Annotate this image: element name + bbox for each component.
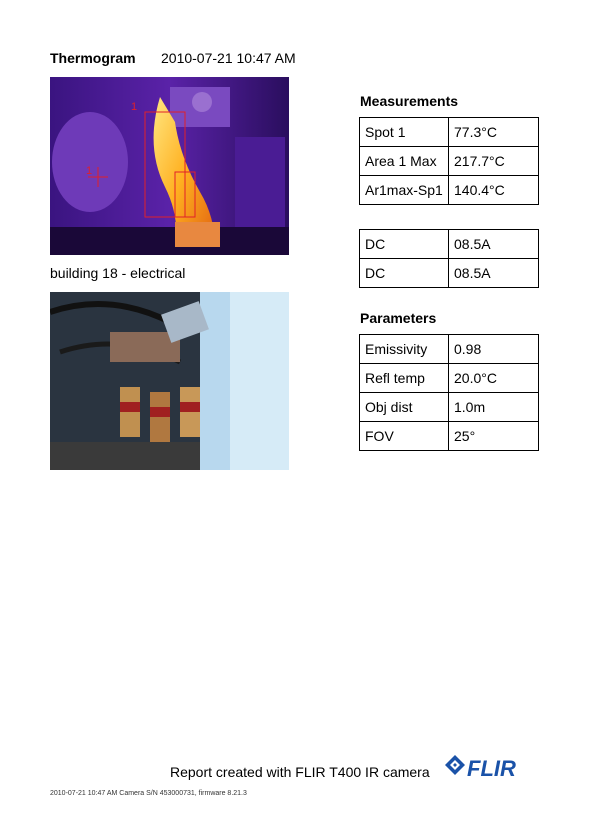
parameters-table <box>359 334 539 451</box>
measurement-value: 77.3°C <box>449 118 539 147</box>
table-row <box>360 259 539 288</box>
visual-photo <box>50 292 289 470</box>
table-row <box>360 364 539 393</box>
measurement-value: 140.4°C <box>449 176 539 205</box>
parameter-label: Obj dist <box>360 393 449 422</box>
table-row <box>360 393 539 422</box>
report-footer-text: Report created with FLIR T400 IR camera <box>170 764 430 780</box>
parameter-label: Emissivity <box>360 335 449 364</box>
measurements-title: Measurements <box>360 93 459 109</box>
flir-logo-text: FLIR <box>467 756 516 781</box>
table-row <box>360 147 539 176</box>
measurements-table <box>359 117 539 205</box>
measurement-label: Area 1 Max <box>360 147 449 176</box>
table-row <box>360 335 539 364</box>
measurement-value: 217.7°C <box>449 147 539 176</box>
table-row <box>360 176 539 205</box>
parameter-value: 20.0°C <box>449 364 539 393</box>
report-title: Thermogram <box>50 50 136 66</box>
dc-label: DC <box>360 259 449 288</box>
parameter-value: 25° <box>449 422 539 451</box>
area-marker-label: 1 <box>131 101 138 113</box>
parameter-value: 1.0m <box>449 393 539 422</box>
dc-value: 08.5A <box>449 259 539 288</box>
table-row <box>360 422 539 451</box>
thermogram-image <box>50 77 289 255</box>
parameter-label: Refl temp <box>360 364 449 393</box>
dc-value: 08.5A <box>449 230 539 259</box>
dc-table <box>359 229 539 288</box>
parameters-title: Parameters <box>360 310 437 326</box>
measurement-label: Ar1max-Sp1 <box>360 176 449 205</box>
parameter-label: FOV <box>360 422 449 451</box>
camera-footnote: 2010-07-21 10:47 AM Camera S/N 453000731, firmware 8.21.3 <box>50 790 247 797</box>
report-datetime: 2010-07-21 10:47 AM <box>161 50 296 66</box>
parameter-value: 0.98 <box>449 335 539 364</box>
image-caption: building 18 - electrical <box>50 265 186 281</box>
spot-marker-label: 1 <box>86 165 93 177</box>
measurement-label: Spot 1 <box>360 118 449 147</box>
dc-label: DC <box>360 230 449 259</box>
table-row <box>360 118 539 147</box>
table-row <box>360 230 539 259</box>
